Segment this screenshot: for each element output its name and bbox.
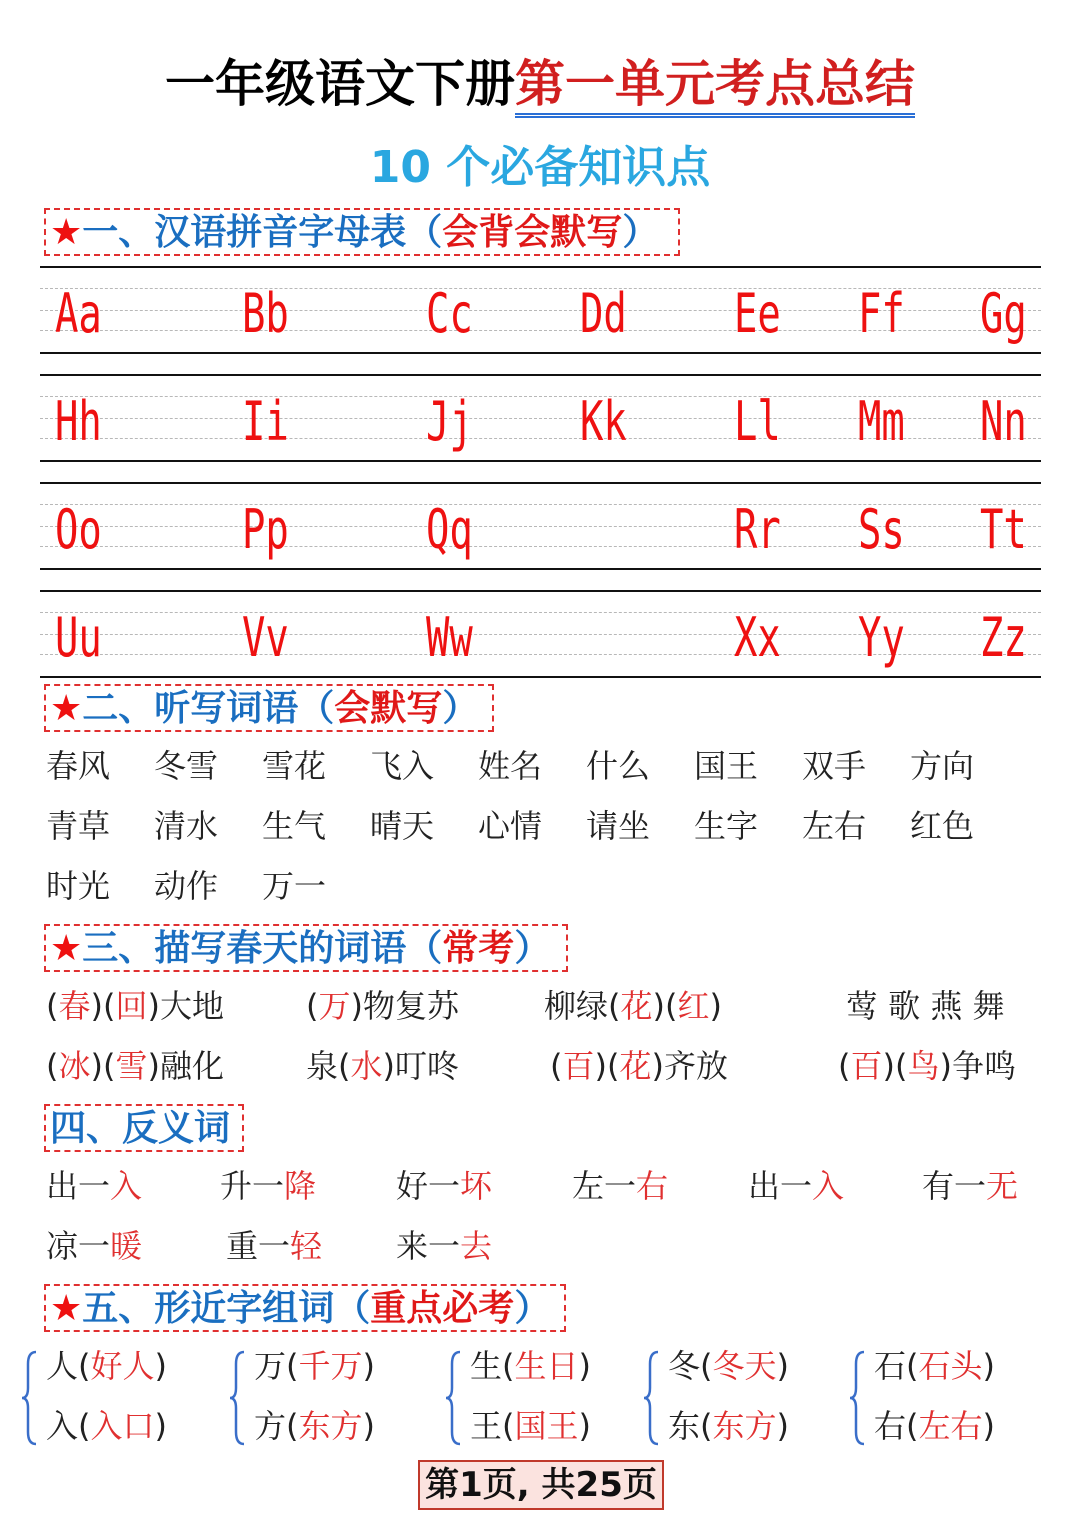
antonym-pair: 出一入: [46, 1167, 143, 1205]
word: 国王: [694, 747, 759, 785]
letter-pair: Ee: [734, 282, 781, 345]
section-1-note: 会背会默写: [442, 212, 623, 253]
section-3-label: 三、描写春天的词语（: [82, 928, 443, 969]
letter-pair: Mm: [858, 390, 905, 453]
letter-pair: Xx: [734, 606, 781, 669]
section-3-close: ）: [514, 928, 551, 969]
section-5-label: 五、形近字组词（: [82, 1288, 371, 1329]
similar-group-3-bottom: 王(国王): [470, 1407, 591, 1445]
section-5-heading: [44, 1284, 566, 1332]
word: 左右: [802, 807, 867, 845]
page-title: [0, 48, 1080, 120]
similar-group-1-top: 人(好人): [46, 1347, 167, 1385]
antonym-pair: 左一右: [572, 1167, 669, 1205]
antonym-pair: 好一坏: [396, 1167, 493, 1205]
word: 请坐: [586, 807, 651, 845]
similar-group-4-top: 冬(冬天): [668, 1347, 789, 1385]
star-icon: ★: [50, 212, 83, 253]
phrase: (百)(鸟)争鸣: [838, 1047, 1016, 1085]
phrase: (万)物复苏: [306, 987, 459, 1025]
brace-icon: [20, 1350, 38, 1446]
letter-pair: Dd: [580, 282, 627, 345]
letter-pair: Vv: [242, 606, 289, 669]
letter-pair: Aa: [55, 282, 102, 345]
word: 万一: [262, 867, 327, 905]
section-2-heading: [44, 684, 494, 732]
title-part2: 第一单元考点总结: [515, 55, 915, 118]
star-icon: ★: [50, 688, 83, 729]
star-icon: ★: [50, 928, 83, 969]
word: 生气: [262, 807, 327, 845]
antonym-pair: 有一无: [922, 1167, 1019, 1205]
section-2-note: 会默写: [334, 688, 443, 729]
letter-pair: Pp: [242, 498, 289, 561]
letter-pair: Tt: [980, 498, 1027, 561]
antonym-pair: 来一去: [396, 1227, 493, 1265]
antonym-pair: 重一轻: [226, 1227, 323, 1265]
word: 飞入: [370, 747, 435, 785]
alphabet-row-1: [40, 266, 1041, 374]
phrase: 柳绿(花)(红): [544, 987, 722, 1025]
letter-pair: Kk: [580, 390, 627, 453]
antonym-pair: 出一入: [748, 1167, 845, 1205]
letter-pair: Ii: [242, 390, 289, 453]
letter-pair: Jj: [426, 390, 473, 453]
word: 清水: [154, 807, 219, 845]
word: 冬雪: [154, 747, 219, 785]
word: 生字: [694, 807, 759, 845]
antonym-pair: 凉一暖: [46, 1227, 143, 1265]
letter-pair: Cc: [426, 282, 473, 345]
phrase: (百)(花)齐放: [550, 1047, 728, 1085]
letter-pair: Ss: [858, 498, 905, 561]
word: 春风: [46, 747, 111, 785]
letter-pair: Bb: [242, 282, 289, 345]
word: 晴天: [370, 807, 435, 845]
brace-icon: [444, 1350, 462, 1446]
section-3-heading: [44, 924, 568, 972]
alphabet-row-4: [40, 590, 1041, 698]
brace-icon: [848, 1350, 866, 1446]
letter-pair: Hh: [55, 390, 102, 453]
word: 雪花: [262, 747, 327, 785]
section-4-label: 四、反义词: [50, 1108, 231, 1149]
antonym-pair: 升一降: [220, 1167, 317, 1205]
section-1-close: ）: [622, 212, 659, 253]
word: 方向: [910, 747, 975, 785]
letter-pair: Uu: [55, 606, 102, 669]
brace-icon: [642, 1350, 660, 1446]
phrase: (冰)(雪)融化: [46, 1047, 224, 1085]
word: 青草: [46, 807, 111, 845]
letter-pair: Ff: [858, 282, 905, 345]
section-3-note: 常考: [442, 928, 515, 969]
word: 动作: [154, 867, 219, 905]
similar-group-5-top: 石(石头): [874, 1347, 995, 1385]
letter-pair: Yy: [858, 606, 905, 669]
word: 红色: [910, 807, 975, 845]
word: 姓名: [478, 747, 543, 785]
similar-group-2-bottom: 方(东方): [254, 1407, 375, 1445]
letter-pair: Rr: [734, 498, 781, 561]
title-part1: 一年级语文下册: [165, 55, 515, 113]
letter-pair: Ll: [734, 390, 781, 453]
word: 心情: [478, 807, 543, 845]
section-2-close: ）: [442, 688, 479, 729]
similar-group-5-bottom: 右(左右): [874, 1407, 995, 1445]
word: 时光: [46, 867, 111, 905]
letter-pair: Qq: [426, 498, 473, 561]
brace-icon: [228, 1350, 246, 1446]
similar-group-1-bottom: 入(入口): [46, 1407, 167, 1445]
section-4-heading: [44, 1104, 244, 1152]
section-1-label: 一、汉语拼音字母表（: [82, 212, 443, 253]
word: 什么: [586, 747, 651, 785]
letter-pair: Oo: [55, 498, 102, 561]
section-2-label: 二、听写词语（: [82, 688, 335, 729]
alphabet-row-2: [40, 374, 1041, 482]
page-number: 第1页, 共25页: [418, 1460, 664, 1510]
letter-pair: Ww: [426, 606, 473, 669]
section-1-heading: [44, 208, 680, 256]
page-subtitle: 10 个必备知识点: [369, 142, 711, 193]
letter-pair: Nn: [980, 390, 1027, 453]
letter-pair: Gg: [980, 282, 1027, 345]
phrase: 莺 歌 燕 舞: [846, 987, 1005, 1025]
section-5-note: 重点必考: [370, 1288, 515, 1329]
alphabet-row-3: [40, 482, 1041, 590]
similar-group-4-bottom: 东(东方): [668, 1407, 789, 1445]
similar-group-2-top: 万(千万): [254, 1347, 375, 1385]
similar-group-3-top: 生(生日): [470, 1347, 591, 1385]
letter-pair: Zz: [980, 606, 1027, 669]
section-5-close: ）: [514, 1288, 551, 1329]
word: 双手: [802, 747, 867, 785]
star-icon: ★: [50, 1288, 83, 1329]
phrase: 泉(水)叮咚: [306, 1047, 460, 1085]
phrase: (春)(回)大地: [46, 987, 224, 1025]
